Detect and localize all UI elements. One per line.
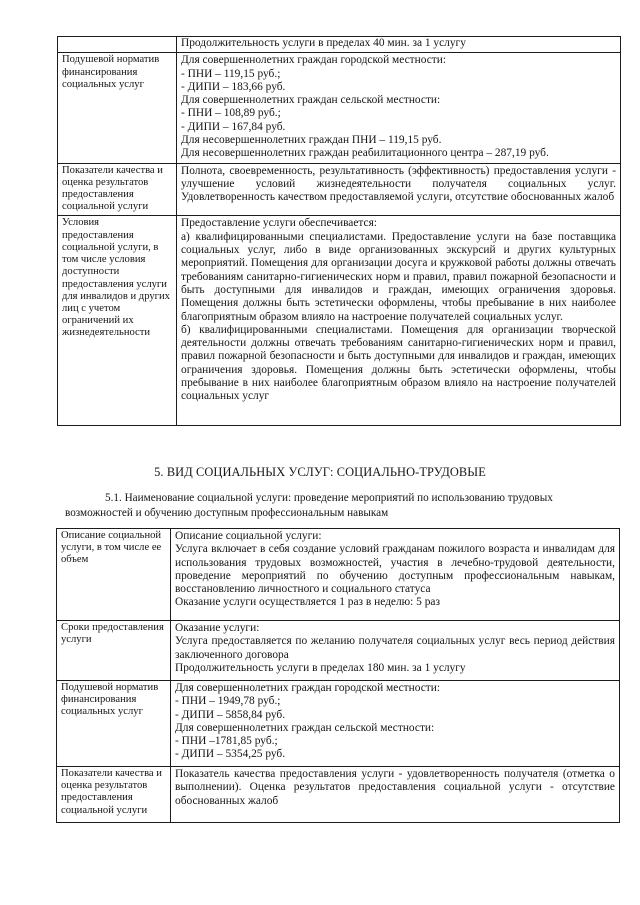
content-paragraph: а) квалифицированными специалистами. Предоставление услуги на базе поставщика социальных услуг, либо в виде организованных экскурсий и других культурных мероприятий. Помещения для организации досуга и кружковой работы должны отвечать требованиям санитарно-гигиенических норм и правил, правил пожарной безопасности и быть доступными для инвалидов и граждан, имеющих ограничения здоровья. Помещения должны быть эстетически оформлены, чтобы пребывание в них наиболее благоприятным образом влияло на настроение получателей социальных услуг.: [181, 230, 616, 323]
services-table-labor: [56, 528, 620, 823]
content-line: - ДИПИ – 167,84 руб.: [181, 120, 286, 133]
content-line: - ПНИ – 108,89 руб.;: [181, 107, 281, 120]
table-row: [57, 621, 620, 681]
row-label: Показатели качества и оценка результатов предоставления социальной услуги: [57, 767, 171, 823]
content-paragraph: Продолжительность услуги в пределах 180 мин. за 1 услугу: [175, 661, 466, 674]
row-label: Подушевой норматив финансирования социальных услуг: [58, 53, 177, 163]
content-paragraph: Показатель качества предоставления услуги - удовлетворенность получателя (отметка о выполнении). Оценка результатов предоставления социальной услуги - отсутствие обоснованных жалоб: [175, 768, 615, 807]
content-paragraph: б) квалифицированными специалистами. Помещения для организации творческой деятельности должны отвечать требованиям санитарно-гигиенических норм и правил, правил пожарной безопасности и быть доступными для инвалидов и граждан, имеющих ограничения здоровья. Помещения должны быть эстетически оформлены, чтобы пребывание в них наиболее благоприятным образом влияло на настроение получателей социальных услуг: [181, 323, 616, 403]
subsection-title: 5.1. Наименование социальной услуги: проведение мероприятий по использованию трудовых возможностей и обучению доступным профессиональным навыкам: [65, 492, 553, 519]
row-label: Условия предоставления социальной услуги, в том числе условия доступности предоставления услуги для инвалидов и других лиц с учетом ограничений их жизнедеятельности: [58, 216, 177, 426]
section-heading: 5. ВИД СОЦИАЛЬНЫХ УСЛУГ: СОЦИАЛЬНО-ТРУДОВЫЕ: [154, 465, 486, 479]
row-label: Подушевой норматив финансирования социальных услуг: [57, 681, 171, 767]
content-line: - ПНИ – 119,15 руб.;: [181, 67, 281, 80]
row-content: [177, 163, 621, 216]
content-line: - ПНИ –1781,85 руб.;: [175, 735, 278, 748]
content-line: - ПНИ – 1949,78 руб.;: [175, 695, 281, 708]
content-paragraph: Услуга включает в себя создание условий гражданам пожилого возраста и инвалидам для использования трудовых возможностей, участия в лечебно-трудовой деятельности, проведение мероприятий по обучению доступным профессиональным навыкам, восстановлению личностного и социального статуса: [175, 543, 615, 596]
row-content: [171, 529, 620, 621]
content-line: Для совершеннолетних граждан сельской местности:: [181, 94, 441, 107]
content-line: Для несовершеннолетних граждан ПНИ – 119,15 руб.: [181, 134, 442, 147]
table-row: [57, 767, 620, 823]
table-row: [58, 37, 621, 53]
row-content: [177, 216, 621, 426]
content-line: Для совершеннолетних граждан городской местности:: [175, 682, 440, 694]
table-row: [57, 681, 620, 767]
row-label: [58, 37, 177, 53]
row-content: [171, 767, 620, 823]
row-content: [171, 681, 620, 767]
content-paragraph: Предоставление услуги обеспечивается:: [181, 217, 377, 230]
content-line: Для совершеннолетних граждан сельской местности:: [175, 721, 435, 734]
table-row: [58, 216, 621, 426]
row-content: [171, 621, 620, 681]
content-line: - ДИПИ – 5354,25 руб.: [175, 748, 286, 761]
content-line: Продолжительность услуги в пределах 40 мин. за 1 услугу: [181, 37, 466, 49]
content-line: Для несовершеннолетних граждан реабилитационного центра – 287,19 руб.: [181, 147, 549, 160]
content-line: - ДИПИ – 183,66 руб.: [181, 80, 286, 93]
content-paragraph: Оказание услуги:: [175, 622, 260, 634]
content-paragraph: Оказание услуги осуществляется 1 раз в неделю: 5 раз: [175, 596, 440, 609]
table-row: [58, 163, 621, 216]
row-content: [177, 37, 621, 53]
content-paragraph: Описание социальной услуги:: [175, 530, 322, 542]
table-row: [58, 53, 621, 163]
row-content: [177, 53, 621, 163]
services-table-continued: [57, 36, 621, 426]
row-label: Показатели качества и оценка результатов предоставления социальной услуги: [58, 163, 177, 216]
row-label: Описание социальной услуги, в том числе ее объем: [57, 529, 171, 621]
content-paragraph: Полнота, своевременность, результативность (эффективность) предоставления услуги - улучшение условий жизнедеятельности получателя социальных услуг. Удовлетворенность качеством предоставляемой услуги, отсутствие обоснованных жалоб: [181, 164, 616, 204]
content-line: Для совершеннолетних граждан городской местности:: [181, 54, 446, 67]
row-label: Сроки предоставления услуги: [57, 621, 171, 681]
content-line: - ДИПИ – 5858,84 руб.: [175, 708, 286, 721]
content-paragraph: Услуга предоставляется по желанию получателя социальных услуг весь период действия заключенного договора: [175, 635, 615, 661]
table-row: [57, 529, 620, 621]
